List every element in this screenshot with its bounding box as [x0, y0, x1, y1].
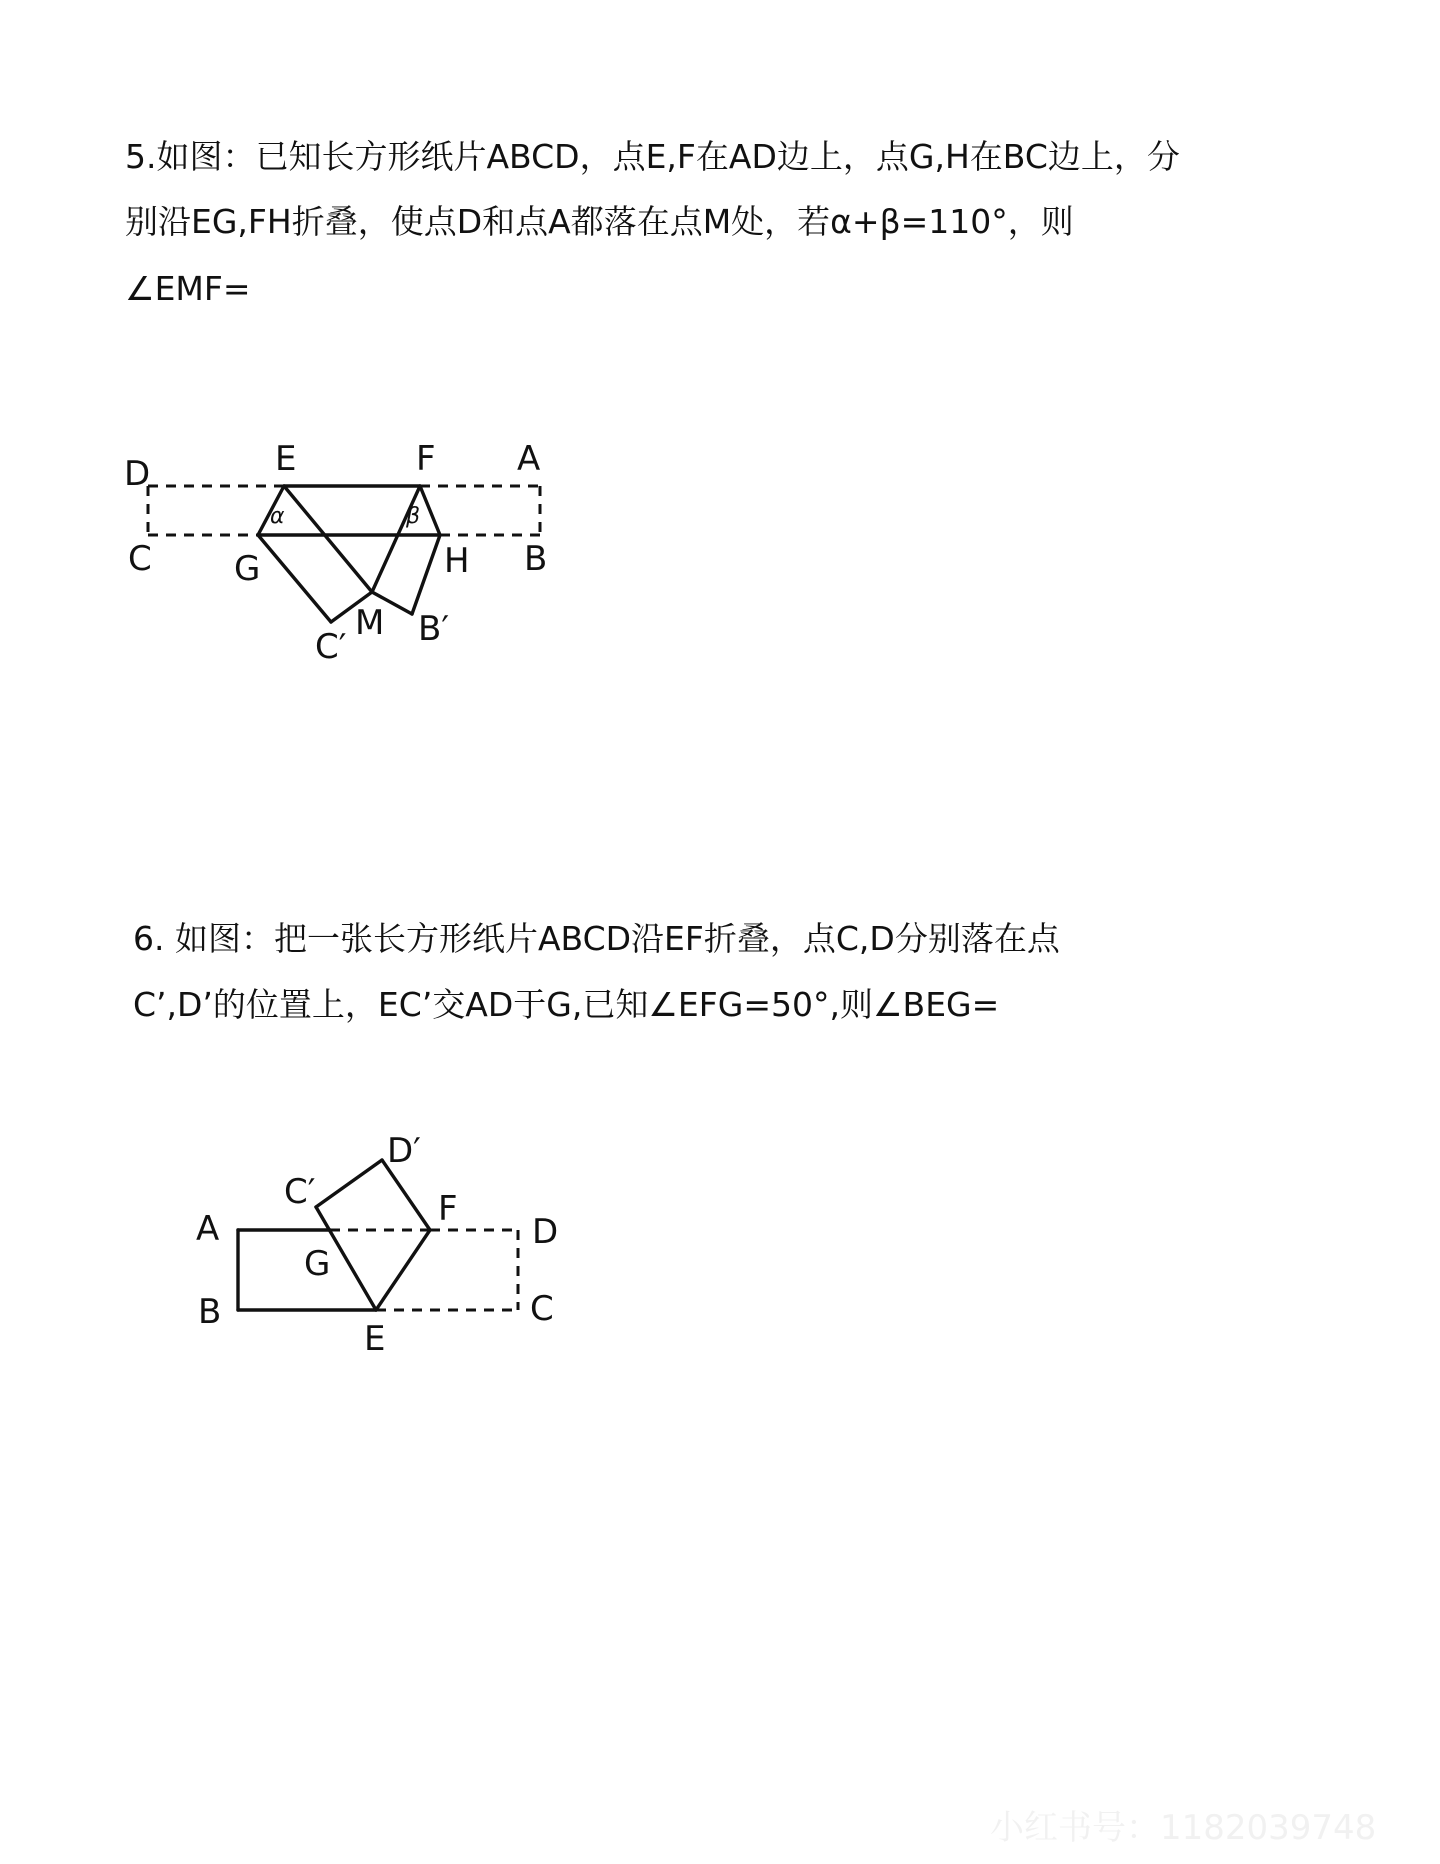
- q6-label-D-prime: D′: [387, 1131, 421, 1171]
- q6-label-G: G: [304, 1244, 331, 1284]
- q5-label-B: B: [524, 539, 548, 579]
- q6-label-F: F: [438, 1189, 458, 1229]
- q6-segment-C-prime-D-prime: [316, 1160, 382, 1207]
- watermark: 小红书号：1182039748: [990, 1808, 1377, 1848]
- q6-text-line-2: C’,D’的位置上，EC’交AD于G,已知∠EFG=50°,则∠BEG=: [133, 985, 1000, 1024]
- q5-label-G: G: [234, 549, 261, 589]
- q5-label-alpha: α: [270, 504, 285, 529]
- q5-label-M: M: [355, 603, 385, 643]
- q5-label-F: F: [416, 439, 436, 479]
- q6-label-E: E: [364, 1319, 386, 1359]
- q5-label-B-prime: B′: [418, 609, 450, 649]
- q6-label-A: A: [196, 1209, 220, 1249]
- q6-label-C: C: [530, 1289, 554, 1329]
- q5-label-D: D: [124, 454, 151, 494]
- q6-text-line-1: 6. 如图：把一张长方形纸片ABCD沿EF折叠，点C,D分别落在点: [133, 919, 1060, 958]
- q6-segment-EF: [376, 1230, 430, 1310]
- q5-text-line-3: ∠EMF=: [125, 269, 251, 308]
- q5-label-E: E: [275, 439, 297, 479]
- q5-text-line-2: 别沿EG,FH折叠，使点D和点A都落在点M处，若α+β=110°，则: [125, 202, 1074, 241]
- q5-label-A: A: [517, 439, 541, 479]
- q6-label-D: D: [532, 1212, 559, 1252]
- q6-label-C-prime: C′: [284, 1172, 316, 1212]
- q5-label-C-prime: C′: [315, 627, 347, 667]
- q5-label-C: C: [128, 539, 152, 579]
- q6-label-B: B: [198, 1292, 222, 1332]
- q5-text-line-1: 5.如图：已知长方形纸片ABCD，点E,F在AD边上，点G,H在BC边上，分: [125, 137, 1180, 176]
- q5-label-H: H: [444, 541, 470, 581]
- q5-label-beta: β: [406, 504, 421, 529]
